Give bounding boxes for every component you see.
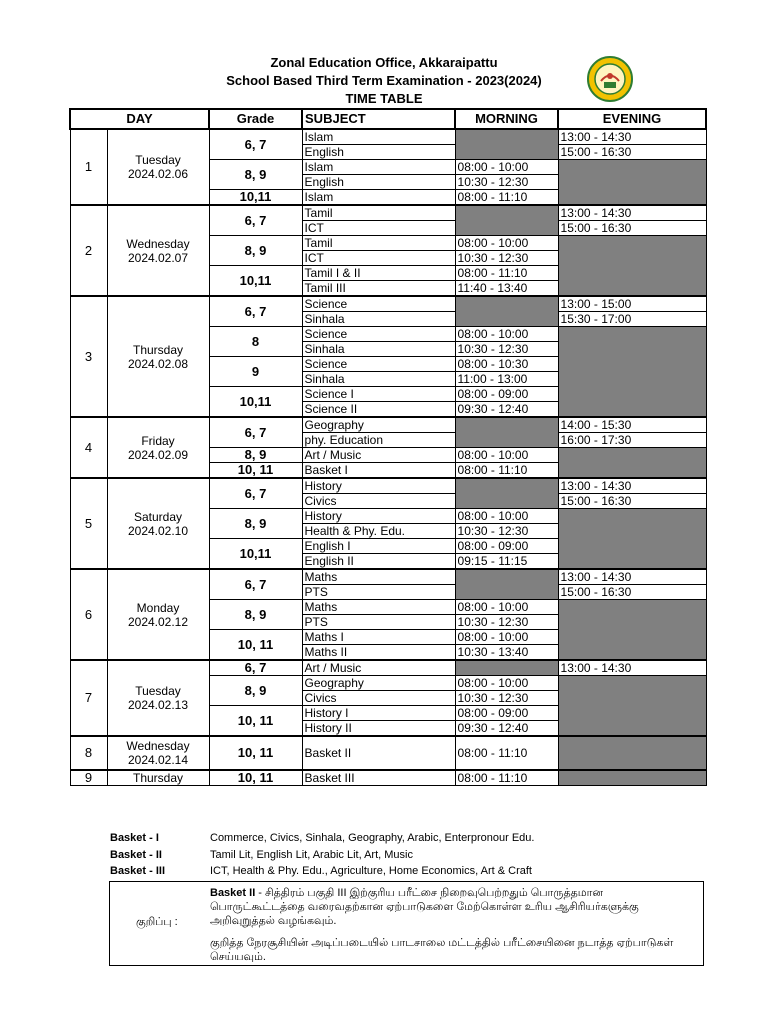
day-cell	[107, 129, 209, 205]
day-cell	[107, 569, 209, 660]
day-number: 1	[70, 129, 107, 205]
day-cell	[107, 478, 209, 569]
table-row	[70, 736, 706, 770]
grade-cell: 8, 9	[209, 448, 302, 463]
subject-cell: PTS	[302, 615, 455, 630]
exam-timetable	[69, 108, 707, 786]
table-row	[70, 296, 706, 312]
morning-cell: 08:00 - 10:00	[455, 448, 558, 463]
subject-cell: Science II	[302, 402, 455, 418]
evening-cell: 14:00 - 15:30	[558, 417, 706, 433]
day-number: 2	[70, 205, 107, 296]
note-box	[109, 881, 704, 966]
shaded-cell	[455, 569, 558, 600]
grade-cell: 8, 9	[209, 600, 302, 630]
subject-cell: English I	[302, 539, 455, 554]
day-date: 2024.02.12	[127, 614, 189, 629]
basket-label: Basket - I	[110, 832, 159, 844]
shaded-cell	[558, 509, 706, 570]
timetable-title: TIME TABLE	[345, 91, 423, 106]
day-number: 6	[70, 569, 107, 660]
morning-cell: 10:30 - 12:30	[455, 691, 558, 706]
day-number: 4	[70, 417, 107, 478]
day-name: Thursday	[107, 770, 209, 786]
note-label: குறிப்பு :	[136, 916, 178, 928]
col-morning: MORNING	[455, 109, 558, 129]
subject-cell: Art / Music	[302, 448, 455, 463]
subject-cell: Maths	[302, 600, 455, 615]
subject-cell: English	[302, 175, 455, 190]
col-evening: EVENING	[558, 109, 706, 129]
evening-cell: 16:00 - 17:30	[558, 433, 706, 448]
morning-cell: 08:00 - 10:00	[455, 676, 558, 691]
evening-cell: 15:00 - 16:30	[558, 494, 706, 509]
grade-cell: 6, 7	[209, 205, 302, 236]
day-date: 2024.02.09	[127, 447, 189, 462]
shaded-cell	[558, 448, 706, 479]
day-date: 2024.02.10	[127, 523, 189, 538]
subject-cell: English	[302, 145, 455, 160]
morning-cell: 08:00 - 09:00	[455, 706, 558, 721]
day-name: Tuesday	[135, 153, 181, 167]
grade-cell: 8, 9	[209, 509, 302, 539]
subject-cell: Science I	[302, 387, 455, 402]
morning-cell: 11:40 - 13:40	[455, 281, 558, 297]
morning-cell: 08:00 - 10:00	[455, 509, 558, 524]
subject-cell: Geography	[302, 417, 455, 433]
shaded-cell	[455, 417, 558, 448]
table-row	[70, 417, 706, 433]
grade-cell: 10, 11	[209, 706, 302, 737]
subject-cell: Science	[302, 327, 455, 342]
morning-cell: 08:00 - 09:00	[455, 539, 558, 554]
day-cell	[107, 660, 209, 736]
table-row	[70, 478, 706, 494]
subject-cell: Science	[302, 296, 455, 312]
morning-cell: 09:30 - 12:40	[455, 402, 558, 418]
day-cell	[107, 417, 209, 478]
morning-cell: 10:30 - 13:40	[455, 645, 558, 661]
basket-line	[110, 847, 413, 863]
note-paragraph-2: குறித்த நேரசூசியின் அடிப்படையில் பாடசாலை மட்டத்தில் பரீட்சையினை நடாத்த ஏற்பாடுகள் செய்யவும்.	[210, 937, 674, 963]
morning-cell: 08:00 - 11:10	[455, 190, 558, 206]
evening-cell: 13:00 - 14:30	[558, 129, 706, 145]
morning-cell: 11:00 - 13:00	[455, 372, 558, 387]
morning-cell: 08:00 - 09:00	[455, 387, 558, 402]
table-row	[70, 770, 706, 786]
subject-cell: Tamil	[302, 205, 455, 221]
day-name: Friday	[141, 433, 175, 448]
basket-subjects: Commerce, Civics, Sinhala, Geography, Arabic, Enterpronour Edu.	[210, 832, 535, 844]
morning-cell: 10:30 - 12:30	[455, 615, 558, 630]
morning-cell: 08:00 - 10:00	[455, 236, 558, 251]
basket-label: Basket - II	[110, 849, 162, 861]
shaded-cell	[558, 600, 706, 661]
subject-cell: Tamil	[302, 236, 455, 251]
grade-cell: 9	[209, 357, 302, 387]
day-date: 2024.02.06	[127, 167, 189, 181]
grade-cell: 6, 7	[209, 417, 302, 448]
day-date: 2024.02.14	[127, 753, 189, 767]
shaded-cell	[558, 236, 706, 297]
day-number: 7	[70, 660, 107, 736]
subject-cell: History	[302, 509, 455, 524]
subject-cell: Maths I	[302, 630, 455, 645]
day-cell	[107, 736, 209, 770]
shaded-cell	[558, 676, 706, 737]
table-row	[70, 660, 706, 676]
subject-cell: Sinhala	[302, 372, 455, 387]
shaded-cell	[455, 205, 558, 236]
note-paragraph-1	[210, 886, 690, 928]
grade-cell: 10, 11	[209, 736, 302, 770]
day-date: 2024.02.07	[127, 250, 189, 265]
morning-cell: 10:30 - 12:30	[455, 524, 558, 539]
grade-cell: 10,11	[209, 539, 302, 570]
basket-label: Basket - III	[110, 865, 166, 877]
evening-cell: 13:00 - 14:30	[558, 660, 706, 676]
subject-cell: ICT	[302, 251, 455, 266]
day-date: 2024.02.13	[127, 698, 189, 712]
day-name: Wednesday	[126, 739, 190, 753]
morning-cell: 09:30 - 12:40	[455, 721, 558, 737]
subject-cell: Civics	[302, 691, 455, 706]
col-subject: SUBJECT	[302, 109, 455, 129]
evening-cell: 15:30 - 17:00	[558, 312, 706, 327]
subject-cell: Maths II	[302, 645, 455, 661]
morning-cell: 08:00 - 10:00	[455, 600, 558, 615]
subject-cell: History II	[302, 721, 455, 737]
office-title: Zonal Education Office, Akkaraipattu	[270, 55, 498, 70]
subject-cell: Basket II	[302, 736, 455, 770]
shaded-cell	[558, 736, 706, 770]
grade-cell: 6, 7	[209, 478, 302, 509]
day-name: Monday	[136, 600, 180, 615]
zonal-office-emblem-icon	[587, 56, 633, 102]
evening-cell: 13:00 - 14:30	[558, 205, 706, 221]
day-name: Tuesday	[135, 684, 181, 698]
grade-cell: 6, 7	[209, 660, 302, 676]
subject-cell: ICT	[302, 221, 455, 236]
grade-cell: 10, 11	[209, 463, 302, 479]
basket-subjects: Tamil Lit, English Lit, Arabic Lit, Art, Music	[210, 849, 413, 861]
basket-line	[110, 863, 532, 879]
shaded-cell	[558, 327, 706, 418]
subject-cell: Sinhala	[302, 312, 455, 327]
grade-cell: 10,11	[209, 190, 302, 206]
morning-cell: 10:30 - 12:30	[455, 175, 558, 190]
morning-cell: 09:15 - 11:15	[455, 554, 558, 570]
basket-subjects: ICT, Health & Phy. Edu., Agriculture, Home Economics, Art & Craft	[210, 865, 532, 877]
evening-cell: 13:00 - 15:00	[558, 296, 706, 312]
morning-cell: 10:30 - 12:30	[455, 342, 558, 357]
table-row	[70, 569, 706, 585]
day-cell	[107, 205, 209, 296]
grade-cell: 6, 7	[209, 129, 302, 160]
morning-cell: 08:00 - 10:00	[455, 630, 558, 645]
shaded-cell	[558, 160, 706, 206]
shaded-cell	[558, 770, 706, 786]
day-name: Saturday	[133, 509, 183, 524]
grade-cell: 8, 9	[209, 676, 302, 706]
grade-cell: 10,11	[209, 266, 302, 297]
evening-cell: 15:00 - 16:30	[558, 585, 706, 600]
subject-cell: Tamil III	[302, 281, 455, 297]
evening-cell: 15:00 - 16:30	[558, 145, 706, 160]
shaded-cell	[455, 296, 558, 327]
grade-cell: 6, 7	[209, 569, 302, 600]
subject-cell: Science	[302, 357, 455, 372]
morning-cell: 08:00 - 10:00	[455, 160, 558, 175]
morning-cell: 10:30 - 12:30	[455, 251, 558, 266]
day-number: 5	[70, 478, 107, 569]
subject-cell: Islam	[302, 129, 455, 145]
table-row	[70, 129, 706, 145]
subject-cell: Sinhala	[302, 342, 455, 357]
shaded-cell	[455, 660, 558, 676]
grade-cell: 10, 11	[209, 770, 302, 786]
subject-cell: Civics	[302, 494, 455, 509]
basket-line	[110, 830, 534, 846]
subject-cell: English II	[302, 554, 455, 570]
day-number: 3	[70, 296, 107, 417]
grade-cell: 10, 11	[209, 630, 302, 661]
evening-cell: 13:00 - 14:30	[558, 478, 706, 494]
day-cell	[107, 296, 209, 417]
col-grade: Grade	[209, 109, 302, 129]
subject-cell: Geography	[302, 676, 455, 691]
subject-cell: Basket I	[302, 463, 455, 479]
grade-cell: 8, 9	[209, 160, 302, 190]
header-row	[70, 109, 706, 129]
grade-cell: 10,11	[209, 387, 302, 418]
note-bold-lead: Basket II	[210, 887, 256, 899]
subject-cell: Basket III	[302, 770, 455, 786]
subject-cell: Health & Phy. Edu.	[302, 524, 455, 539]
day-number: 8	[70, 736, 107, 770]
subject-cell: Maths	[302, 569, 455, 585]
morning-cell: 08:00 - 10:30	[455, 357, 558, 372]
grade-cell: 8, 9	[209, 236, 302, 266]
day-date: 2024.02.08	[127, 356, 189, 371]
grade-cell: 6, 7	[209, 296, 302, 327]
grade-cell: 8	[209, 327, 302, 357]
day-name: Wednesday	[126, 236, 190, 251]
exam-title: School Based Third Term Examination - 2023(2024)	[226, 73, 542, 88]
morning-cell: 08:00 - 11:10	[455, 266, 558, 281]
morning-cell: 08:00 - 11:10	[455, 770, 558, 786]
morning-cell: 08:00 - 10:00	[455, 327, 558, 342]
subject-cell: History	[302, 478, 455, 494]
subject-cell: Islam	[302, 190, 455, 206]
subject-cell: Art / Music	[302, 660, 455, 676]
shaded-cell	[455, 129, 558, 160]
col-day: DAY	[70, 109, 209, 129]
note-text-1: - சித்திரம் பகுதி III இற்குரிய பரீட்சை நிறைவுபெற்றதும் பொருத்தமான பொருட்கூட்டத்தை வரைவதற்கான ஏற்பாடுகளை மேற்கொள்ள உரிய ஆசிரியர்களுக்கு அறிவுறுத்தல் வழங்கவும்.	[210, 887, 639, 927]
subject-cell: phy. Education	[302, 433, 455, 448]
subject-cell: Tamil I & II	[302, 266, 455, 281]
day-name: Thursday	[132, 342, 184, 357]
table-row	[70, 205, 706, 221]
morning-cell: 08:00 - 11:10	[455, 463, 558, 479]
morning-cell: 08:00 - 11:10	[455, 736, 558, 770]
evening-cell: 15:00 - 16:30	[558, 221, 706, 236]
day-number: 9	[70, 770, 107, 786]
subject-cell: PTS	[302, 585, 455, 600]
evening-cell: 13:00 - 14:30	[558, 569, 706, 585]
subject-cell: History I	[302, 706, 455, 721]
subject-cell: Islam	[302, 160, 455, 175]
shaded-cell	[455, 478, 558, 509]
